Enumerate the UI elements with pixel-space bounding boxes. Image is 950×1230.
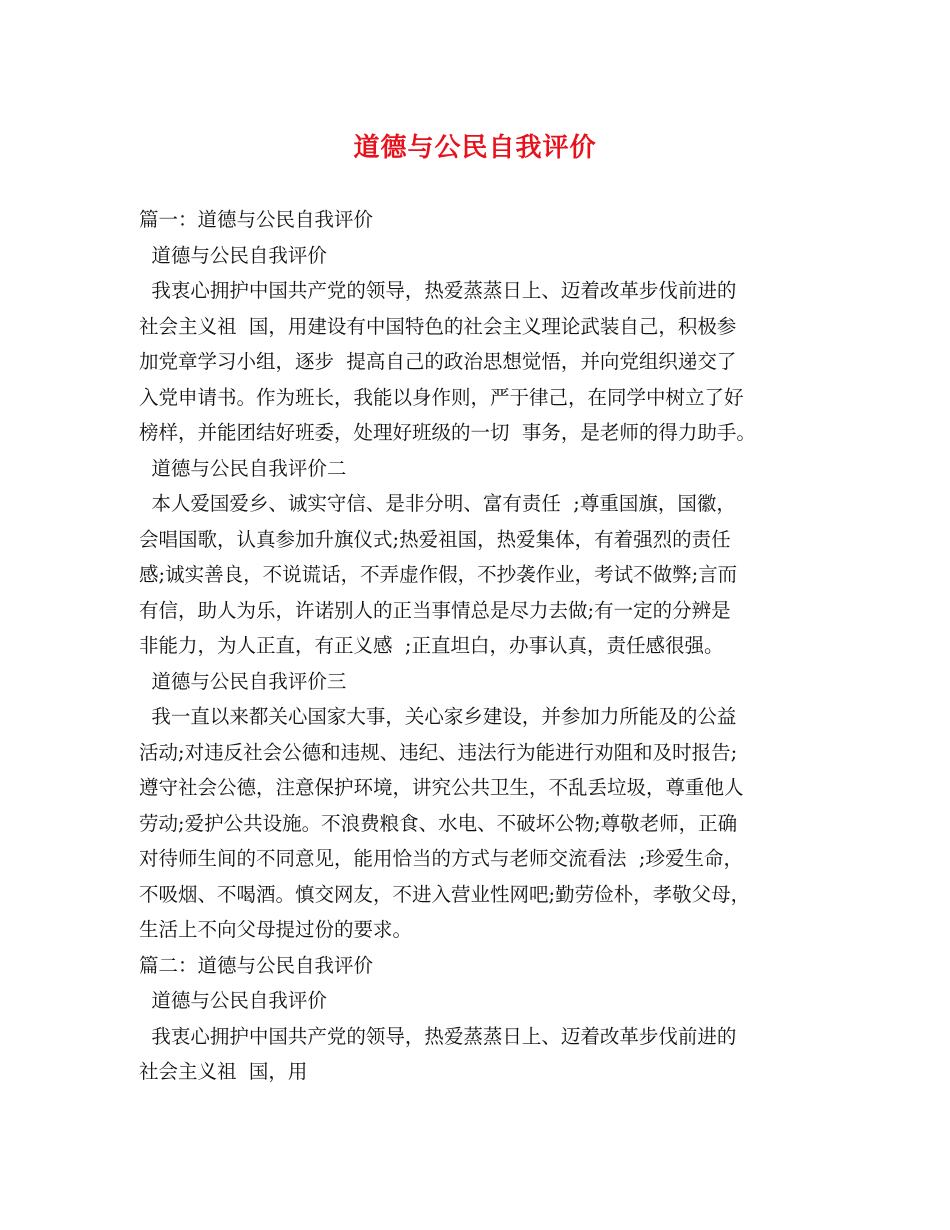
document-title: 道德与公民自我评价 xyxy=(353,133,597,163)
text-line: 本人爱国爱乡、诚实守信、是非分明、富有责任 ;尊重国旗，国徽， xyxy=(139,492,736,515)
text-line: 感;诚实善良，不说谎话，不弄虚作假，不抄袭作业，考试不做弊;言而 xyxy=(139,563,738,586)
text-line: 我衷心拥护中国共产党的领导，热爱蒸蒸日上、迈着改革步伐前进的 xyxy=(139,1024,737,1048)
text-line: 篇二：道德与公民自我评价 xyxy=(139,953,374,977)
text-line: 榜样，并能团结好班委，处理好班级的一切 事务，是老师的得力助手。 xyxy=(139,421,756,444)
text-line: 道德与公民自我评价二 xyxy=(139,456,347,480)
text-line: 入党申请书。作为班长，我能以身作则，严于律己，在同学中树立了好 xyxy=(139,385,744,409)
document-body xyxy=(139,202,819,1090)
text-line: 我一直以来都关心国家大事，关心家乡建设，并参加力所能及的公益 xyxy=(139,705,737,728)
text-line: 道德与公民自我评价 xyxy=(139,243,327,267)
text-line: 道德与公民自我评价三 xyxy=(139,669,347,693)
text-line: 不吸烟、不喝酒。慎交网友，不进入营业性网吧;勤劳俭朴，孝敬父母， xyxy=(139,882,751,906)
text-line: 活动;对违反社会公德和违规、违纪、违法行为能进行劝阻和及时报告; xyxy=(139,740,738,764)
text-line: 对待师生间的不同意见，能用恰当的方式与老师交流看法 ;珍爱生命， xyxy=(139,847,743,870)
text-line: 道德与公民自我评价 xyxy=(139,989,327,1012)
text-line: 社会主义祖 国，用建设有中国特色的社会主义理论武装自己，积极参 xyxy=(139,314,737,338)
text-line: 会唱国歌，认真参加升旗仪式;热爱祖国，热爱集体，有着强烈的责任 xyxy=(139,527,731,551)
text-line: 社会主义祖 国，用 xyxy=(139,1060,308,1083)
text-line: 有信，助人为乐，许诺别人的正当事情总是尽力去做;有一定的分辨是 xyxy=(139,598,731,622)
text-line: 生活上不向父母提过份的要求。 xyxy=(139,918,413,941)
text-line: 篇一：道德与公民自我评价 xyxy=(139,208,374,231)
text-line: 遵守社会公德，注意保护环境，讲究公共卫生，不乱丢垃圾，尊重他人 xyxy=(139,776,744,799)
text-line: 劳动;爱护公共设施。不浪费粮食、水电、不破坏公物;尊敬老师，正确 xyxy=(139,811,738,835)
text-line: 我衷心拥护中国共产党的领导，热爱蒸蒸日上、迈着改革步伐前进的 xyxy=(139,279,737,302)
text-line: 非能力，为人正直，有正义感 ;正直坦白，办事认真，责任感很强。 xyxy=(139,634,724,657)
text-line: 加党章学习小组，逐步 提高自己的政治思想觉悟，并向党组织递交了 xyxy=(139,350,737,373)
